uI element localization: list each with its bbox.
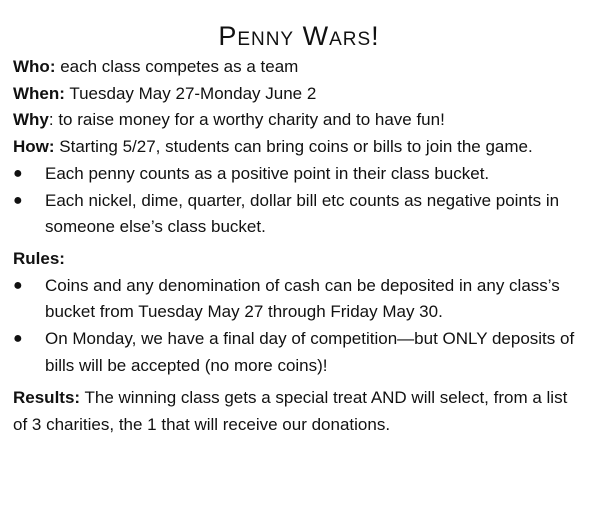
results-label: Results: [13, 388, 81, 408]
bullet-icon: ● [13, 276, 23, 294]
who-text: each class competes as a team [55, 57, 299, 76]
page-title: Penny Wars! [218, 21, 380, 51]
how-text: Starting 5/27, students can bring coins or bills to join the game. [54, 137, 533, 157]
bullet-icon: ● [13, 330, 23, 348]
list-item [13, 326, 585, 379]
how-label: How: [13, 137, 55, 157]
list-item [13, 273, 585, 326]
how-bullet-list [13, 161, 585, 241]
document [13, 0, 585, 439]
rules-label: Rules: [13, 248, 65, 268]
rules-line [13, 246, 585, 273]
who-label: Who: [13, 57, 56, 76]
why-text: : to raise money for a worthy charity and to have fun! [48, 110, 445, 130]
results-text: The winning class gets a special treat AND will select, from a list of 3 charities, the 1 that will receive our donations. [13, 388, 568, 435]
list-item [13, 161, 585, 188]
when-line [13, 81, 585, 108]
bullet-icon: ● [13, 191, 23, 209]
list-item [13, 188, 585, 241]
rules-bullet-list [13, 273, 585, 380]
why-line [13, 107, 585, 134]
why-label: Why [13, 110, 49, 130]
how-line [13, 134, 585, 161]
how-bullet-text: Each penny counts as a positive point in their class bucket. [45, 163, 490, 183]
when-text: Tuesday May 27-Monday June 2 [64, 83, 317, 103]
rules-bullet-text: On Monday, we have a final day of competition—but ONLY deposits of bills will be accepted (no more coins)! [45, 329, 575, 375]
who-line [13, 54, 585, 81]
results-line [13, 385, 585, 438]
bullet-icon: ● [13, 164, 23, 182]
when-label: When: [13, 83, 65, 103]
how-bullet-text: Each nickel, dime, quarter, dollar bill etc counts as negative points in someone else’s class bucket. [45, 190, 560, 237]
rules-bullet-text: Coins and any denomination of cash can be deposited in any class’s bucket from Tuesday May 27 through Friday May 30. [45, 275, 560, 322]
